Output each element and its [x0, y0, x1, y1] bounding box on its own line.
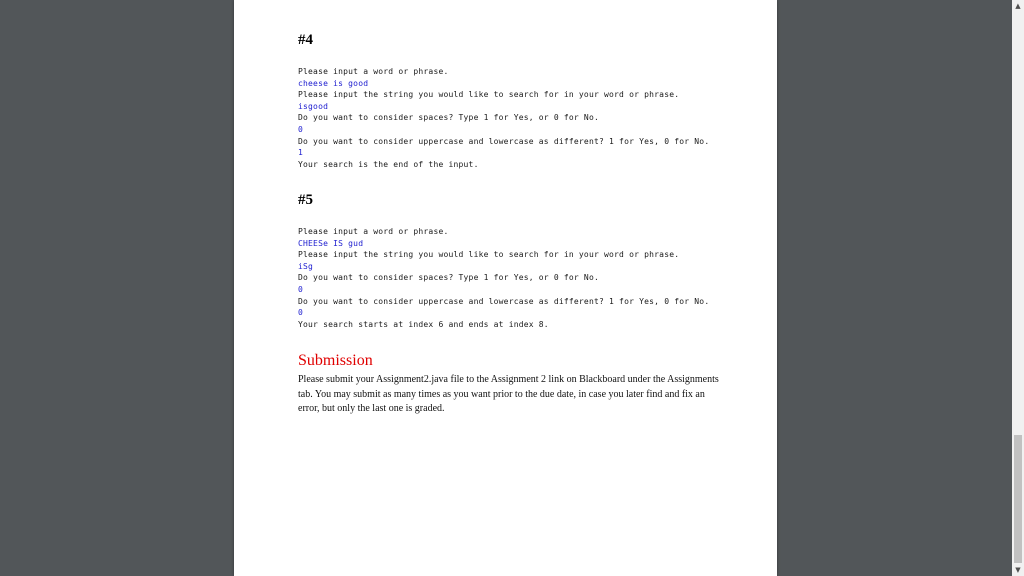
section-5-console-output-line: Your search starts at index 6 and ends at index 8.: [298, 319, 549, 329]
section-5-console-input-line: iSg: [298, 261, 314, 271]
section-4-console-output-line: Please input the string you would like to search for in your word or phrase.: [298, 90, 680, 100]
scrollbar-thumb[interactable]: [1014, 435, 1022, 563]
vertical-scrollbar[interactable]: [1012, 0, 1024, 576]
section-4-console-output-line: Do you want to consider spaces? Type 1 for Yes, or 0 for No.: [298, 113, 599, 123]
section-5-console-output-line: Please input a word or phrase.: [298, 227, 449, 236]
section-5-heading: #5: [298, 192, 313, 208]
scroll-down-arrow-icon[interactable]: ▼: [1015, 566, 1021, 574]
scroll-up-arrow-icon[interactable]: ▲: [1015, 2, 1021, 10]
section-5-console-output-line: Do you want to consider spaces? Type 1 for Yes, or 0 for No.: [298, 273, 599, 283]
section-4-console-input-line: 0: [298, 124, 304, 134]
section-5-console-output: [298, 226, 758, 330]
section-5-console-input-line: 0: [298, 308, 304, 318]
section-4-console-input-line: isgood: [298, 101, 329, 111]
section-4-console-output-line: Your search is the end of the input.: [298, 159, 479, 169]
section-5-console-input-line: 0: [298, 284, 304, 294]
document-page: [234, 0, 777, 576]
section-4-console-output: [298, 66, 758, 170]
section-4-console-input-line: 1: [298, 148, 304, 158]
section-4-console-output-line: Please input a word or phrase.: [298, 67, 449, 76]
section-5-console-output-line: Please input the string you would like to search for in your word or phrase.: [298, 250, 680, 260]
submission-heading: Submission: [298, 352, 373, 369]
section-4-console-input-line: cheese is good: [298, 78, 369, 88]
submission-instructions: Please submit your Assignment2.java file to the Assignment 2 link on Blackboard under the Assignments tab. You may submit as many times as you want prior to the due date, in case you later find and fix an error, but only the last one is graded.: [298, 374, 719, 415]
section-4-heading: #4: [298, 32, 313, 48]
section-4-console-output-line: Do you want to consider uppercase and lowercase as different? 1 for Yes, 0 for No.: [298, 136, 710, 146]
section-5-console-input-line: CHEESe IS gud: [298, 238, 364, 248]
section-5-console-output-line: Do you want to consider uppercase and lowercase as different? 1 for Yes, 0 for No.: [298, 296, 710, 306]
